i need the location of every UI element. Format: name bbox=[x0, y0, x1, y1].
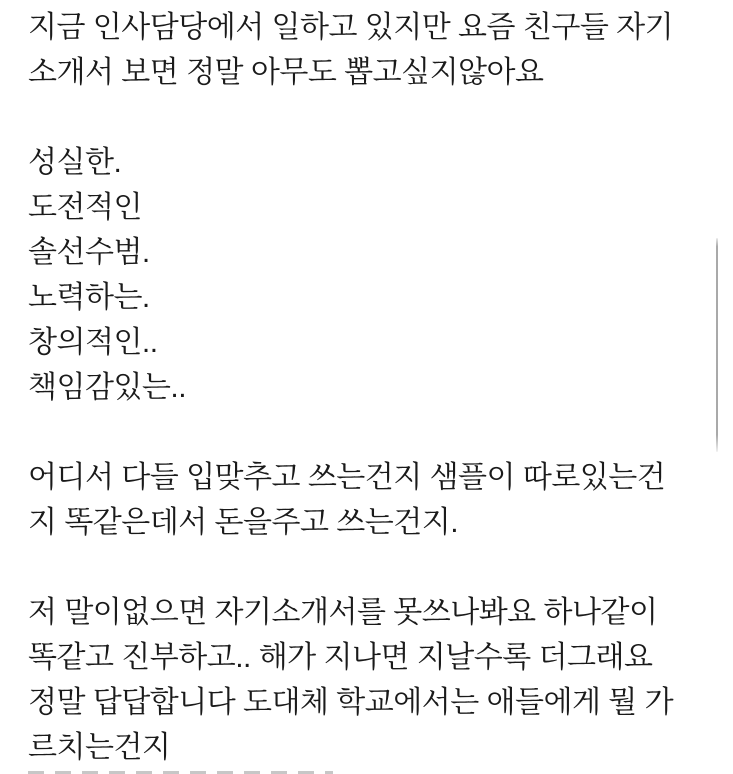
text-line: 성실한. bbox=[28, 146, 122, 179]
text-line: 도전적인 bbox=[28, 191, 142, 224]
text-line: 지 똑같은데서 돈을주고 쓰는건지. bbox=[28, 506, 459, 539]
scrollbar-thumb[interactable] bbox=[716, 238, 718, 452]
text-line: 어디서 다들 입맞추고 쓰는건지 샘플이 따로있는건 bbox=[28, 461, 666, 494]
post-body-text bbox=[28, 5, 707, 770]
text-line: 창의적인.. bbox=[28, 326, 158, 359]
text-line: 지금 인사담당에서 일하고 있지만 요즘 친구들 자기 bbox=[28, 11, 674, 44]
text-line: 르치는건지 bbox=[28, 731, 171, 764]
text-line: 저 말이없으면 자기소개서를 못쓰나봐요 하나같이 bbox=[28, 596, 658, 629]
text-line: 똑같고 진부하고.. 해가 지나면 지날수록 더그래요 bbox=[28, 641, 653, 674]
text-line bbox=[28, 95, 707, 140]
text-line: 소개서 보면 정말 아무도 뽑고싶지않아요 bbox=[28, 56, 544, 89]
text-line: 솔선수범. bbox=[28, 236, 150, 269]
text-line bbox=[28, 410, 707, 455]
text-line: 노력하는. bbox=[28, 281, 150, 314]
text-line: 정말 답답합니다 도대체 학교에서는 애들에게 뭘 가 bbox=[28, 686, 674, 719]
text-line: 책임감있는.. bbox=[28, 371, 187, 404]
text-line bbox=[28, 545, 707, 590]
